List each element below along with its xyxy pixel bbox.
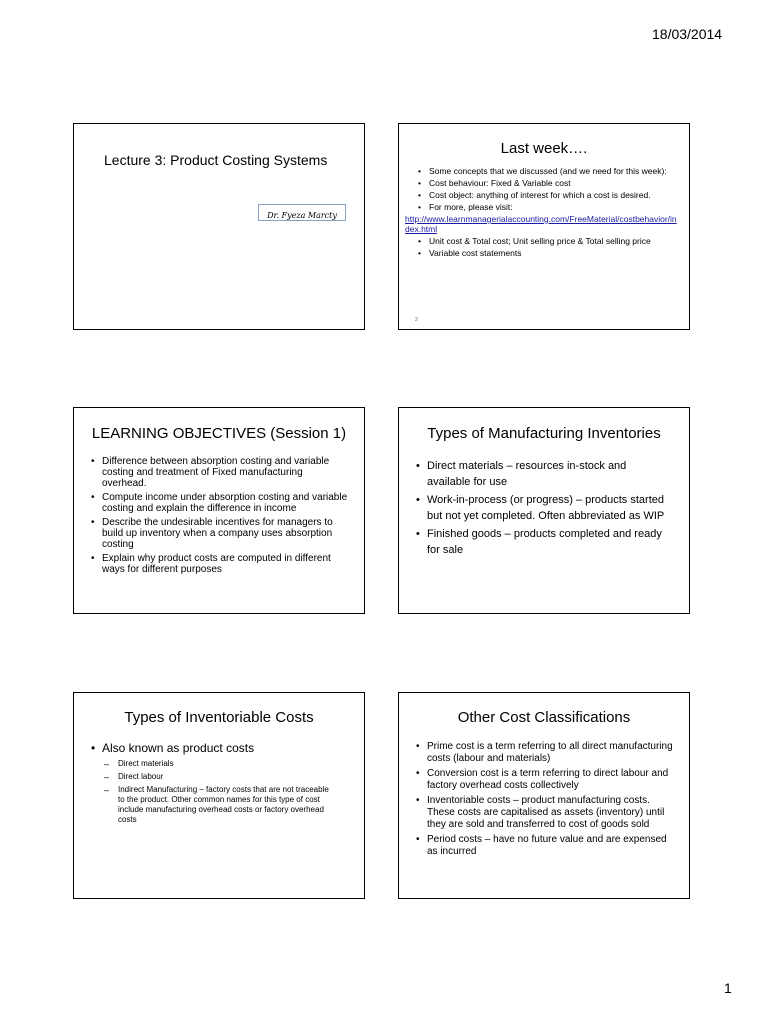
slide-6 <box>398 692 690 899</box>
slide-5-bullets <box>90 741 334 756</box>
slide-4 <box>398 407 690 614</box>
list-item: • Work-in-process (or progress) – products started but not yet completed. Often abbreviated as WIP <box>415 492 665 524</box>
list-item: • Cost behaviour: Fixed & Variable cost <box>417 178 681 188</box>
list-item: – Direct materials <box>104 759 334 769</box>
list-item: • Inventoriable costs – product manufacturing costs. These costs are capitalised as assets (inventory) until they are sold and transferred to cost of goods sold <box>415 795 677 831</box>
list-item: • Explain why product costs are computed in different ways for different purposes <box>90 553 348 575</box>
list-item: • Direct materials – resources in-stock and available for use <box>415 458 665 490</box>
slide-2 <box>398 123 690 330</box>
list-item: • Some concepts that we discussed (and we need for this week): <box>417 166 681 176</box>
list-item: • Finished goods – products completed and ready for sale <box>415 526 665 558</box>
slide-2-bullets <box>417 166 681 212</box>
list-item: • Variable cost statements <box>417 248 681 258</box>
cost-behavior-link[interactable]: http://www.learnmanagerialaccounting.com/FreeMaterial/costbehavior/index.html <box>405 214 677 234</box>
list-item: – Direct labour <box>104 772 334 782</box>
author-signature-box <box>258 204 346 221</box>
slide-3-title: LEARNING OBJECTIVES (Session 1) <box>91 425 347 442</box>
slide-3-bullets <box>90 456 348 575</box>
list-item: • Cost object: anything of interest for which a cost is desired. <box>417 190 681 200</box>
author-signature: Dr. Fyeza Marcty <box>267 211 337 220</box>
slide-6-title: Other Cost Classifications <box>457 709 631 726</box>
list-item: • Difference between absorption costing and variable costing and treatment of Fixed manufacturing overhead. <box>90 456 348 489</box>
slide-2-title: Last week…. <box>500 140 588 157</box>
slide-5-body <box>90 741 334 828</box>
list-item: • Conversion cost is a term referring to direct labour and factory overhead costs collectively <box>415 768 677 792</box>
slide-5 <box>73 692 365 899</box>
list-item: • Prime cost is a term referring to all direct manufacturing costs (labour and materials) <box>415 741 677 765</box>
slide-2-body <box>405 166 681 258</box>
slide-1-title: Lecture 3: Product Costing Systems <box>104 152 328 168</box>
slide-2-bullets-2 <box>417 236 681 258</box>
slide-5-sub-items <box>104 759 334 825</box>
list-item: – Indirect Manufacturing – factory costs that are not traceable to the product. Other common names for this type of cost include manufacturing overhead costs or factory overhead costs <box>104 785 334 825</box>
list-item: • Unit cost & Total cost; Unit selling price & Total selling price <box>417 236 681 246</box>
page-number: 1 <box>724 980 732 996</box>
slide-number: 2 <box>415 317 418 323</box>
slide-4-bullets <box>415 458 665 558</box>
list-item: • Compute income under absorption costing and variable costing and explain the difference in income <box>90 492 348 514</box>
list-item: • For more, please visit: <box>417 202 681 212</box>
slide-4-title: Types of Manufacturing Inventories <box>427 425 661 442</box>
page-date: 18/03/2014 <box>652 26 723 42</box>
slide-6-bullets <box>415 741 677 858</box>
list-item: • Describe the undesirable incentives for managers to build up inventory when a company uses absorption costing <box>90 517 348 550</box>
slide-3 <box>73 407 365 614</box>
slide-5-title: Types of Inventoriable Costs <box>124 709 314 726</box>
list-item: • Also known as product costs <box>90 741 334 756</box>
list-item: • Period costs – have no future value and are expensed as incurred <box>415 834 677 858</box>
slide-1 <box>73 123 365 330</box>
